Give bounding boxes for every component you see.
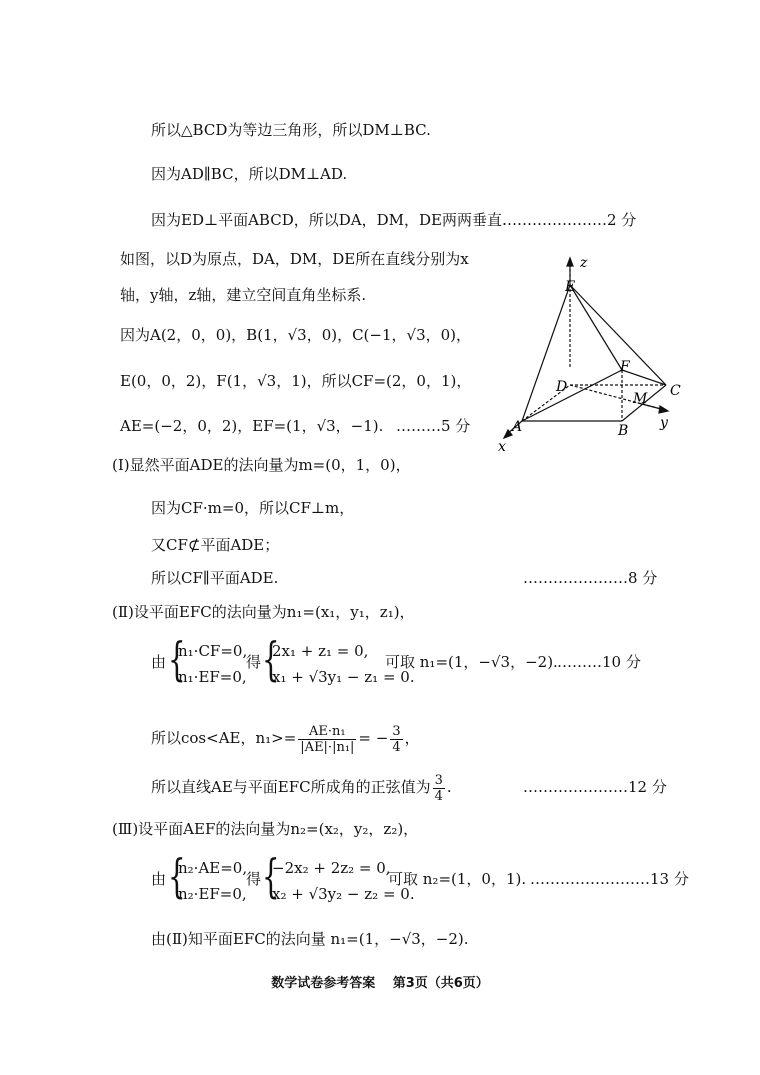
line-16 xyxy=(151,772,452,804)
line-14-pre: 由 xyxy=(151,653,167,671)
brace-4: { xyxy=(262,849,280,903)
line-18-sys2a: −2x₂ + 2z₂ = 0, xyxy=(272,859,391,877)
line-10: 因为CF·m=0，所以CF⊥m， xyxy=(151,499,355,517)
sine-fraction xyxy=(433,773,445,804)
line-14-post: 可取 n₁=(1，−√3，−2). xyxy=(385,653,558,671)
line-15-post: ， xyxy=(404,729,420,747)
label-c: C xyxy=(670,383,681,399)
line-14-sys2a: 2x₁ + z₁ = 0, xyxy=(272,642,369,660)
line-2: 因为AD∥BC，所以DM⊥AD. xyxy=(151,165,348,183)
score-2: …………………2 分 xyxy=(502,211,637,229)
brace-1: { xyxy=(168,632,186,686)
line-17: (Ⅲ)设平面AEF的法向量为n₂=(x₂，y₂，z₂)， xyxy=(112,820,419,838)
line-5: 轴，y轴，z轴，建立空间直角坐标系. xyxy=(120,286,367,304)
line-4: 如图，以D为原点，DA，DM，DE所在直线分别为x xyxy=(120,250,469,268)
line-14-de: 得 xyxy=(246,653,262,671)
score-13: ……………………13 分 xyxy=(530,870,689,888)
score-8: …………………8 分 xyxy=(523,569,658,587)
line-15 xyxy=(151,720,420,756)
line-16-pre: 所以直线AE与平面EFC所成角的正弦值为 xyxy=(151,778,431,796)
line-14-sys1b: n₁·EF=0, xyxy=(178,668,247,686)
label-x: x xyxy=(498,439,506,455)
line-3: 因为ED⊥平面ABCD，所以DA，DM，DE两两垂直. xyxy=(151,211,507,229)
cos-numerator: AE·n₁ xyxy=(298,724,356,740)
line-16-post: . xyxy=(446,778,452,796)
line-8: AE=(−2，0，2)，EF=(1，√3，−1). xyxy=(120,417,384,435)
line-7: E(0，0，2)，F(1，√3，1)，所以CF=(2，0，1)， xyxy=(120,372,472,390)
sine-denominator: 4 xyxy=(434,788,443,804)
value-numerator: 3 xyxy=(392,723,401,739)
coordinate-figure xyxy=(490,255,690,455)
value-denominator: 4 xyxy=(392,739,401,755)
label-y: y xyxy=(660,415,668,431)
label-e: E xyxy=(565,279,576,295)
line-18-pre: 由 xyxy=(151,870,167,888)
score-12: …………………12 分 xyxy=(523,778,667,796)
brace-3: { xyxy=(168,849,186,903)
label-d: D xyxy=(556,379,568,395)
label-m: M xyxy=(633,391,648,407)
score-5: ………5 分 xyxy=(396,417,471,435)
sine-numerator: 3 xyxy=(434,772,443,788)
line-18-de: 得 xyxy=(246,870,262,888)
line-18-sys1a: n₂·AE=0, xyxy=(178,859,248,877)
line-13: (Ⅱ)设平面EFC的法向量为n₁=(x₁，y₁，z₁)， xyxy=(112,603,415,621)
line-6: 因为A(2，0，0)，B(1，√3，0)，C(−1，√3，0)， xyxy=(120,326,472,344)
line-12: 所以CF∥平面ADE. xyxy=(151,569,279,587)
value-fraction xyxy=(390,724,402,755)
score-10: ………10 分 xyxy=(557,653,641,671)
line-14-sys2b: x₁ + √3y₁ − z₁ = 0. xyxy=(272,668,415,686)
label-z: z xyxy=(580,255,588,271)
cos-denominator: |AE|·|n₁| xyxy=(300,739,355,755)
line-15-pre: 所以cos<AE，n₁>= xyxy=(151,729,297,747)
line-14-sys1a: n₁·CF=0, xyxy=(178,642,248,660)
page-footer: 数学试卷参考答案 第3页（共6页） xyxy=(271,976,489,991)
line-18-post: 可取 n₂=(1，0，1). xyxy=(388,870,527,888)
brace-2: { xyxy=(262,632,280,686)
label-b: B xyxy=(618,423,629,439)
line-9: (Ⅰ)显然平面ADE的法向量为m=(0，1，0)， xyxy=(112,456,411,474)
line-1: 所以△BCD为等边三角形，所以DM⊥BC. xyxy=(151,121,431,139)
label-a: A xyxy=(512,419,523,435)
line-18-sys1b: n₂·EF=0, xyxy=(178,885,247,903)
cos-fraction xyxy=(298,724,356,755)
line-15-eq: = − xyxy=(358,729,389,747)
line-11: 又CF⊄平面ADE； xyxy=(151,536,280,554)
line-18-sys2b: x₂ + √3y₂ − z₂ = 0. xyxy=(272,885,415,903)
label-f: F xyxy=(620,359,630,375)
line-19: 由(Ⅱ)知平面EFC的法向量 n₁=(1，−√3，−2). xyxy=(151,930,469,948)
